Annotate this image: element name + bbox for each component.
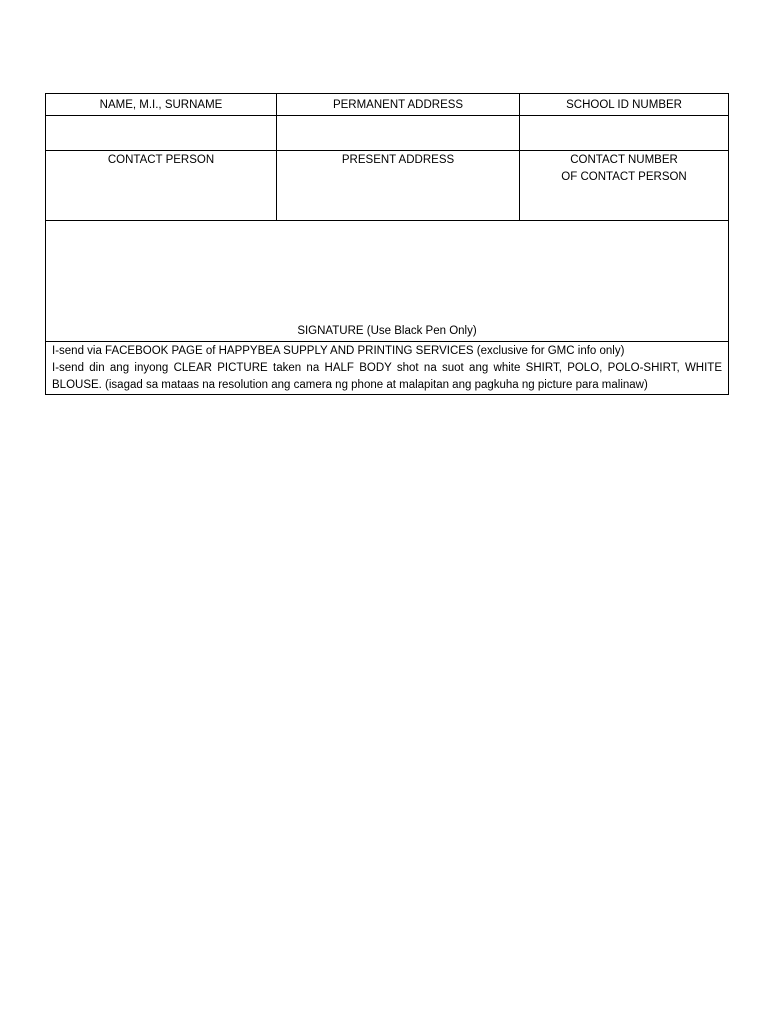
present-address-field[interactable] [277,151,520,221]
instructions-row [46,342,729,395]
name-header: NAME, M.I., SURNAME [46,94,277,116]
signature-field[interactable] [46,221,729,342]
contact-number-field[interactable] [520,151,729,221]
instructions-line-1: I-send via FACEBOOK PAGE of HAPPYBEA SUPPLY AND PRINTING SERVICES (exclusive for GMC info only) [52,345,625,357]
instructions-cell [46,342,729,395]
contact-row [46,151,729,221]
student-info-form [45,93,729,395]
signature-label: SIGNATURE (Use Black Pen Only) [297,325,477,337]
signature-row [46,221,729,342]
contact-person-field[interactable] [46,151,277,221]
school-id-field[interactable] [520,116,729,151]
name-field[interactable] [46,116,277,151]
permanent-address-header: PERMANENT ADDRESS [277,94,520,116]
present-address-label: PRESENT ADDRESS [341,154,455,166]
contact-person-label: CONTACT PERSON [107,154,215,166]
school-id-header: SCHOOL ID NUMBER [520,94,729,116]
header-row [46,94,729,116]
contact-number-label: CONTACT NUMBER [570,154,678,166]
permanent-address-field[interactable] [277,116,520,151]
instructions-line-2: I-send din ang inyong CLEAR PICTURE taken na HALF BODY shot na suot ang white SHIRT, POLO, POLO-SHIRT, WHITE BLOUSE. (isagad sa mataas na resolution ang camera ng phone at malapitan ang pagkuha ng picture para malinaw) [52,362,722,391]
contact-number-label-line2: OF CONTACT PERSON [561,171,687,183]
entry-row [46,116,729,151]
